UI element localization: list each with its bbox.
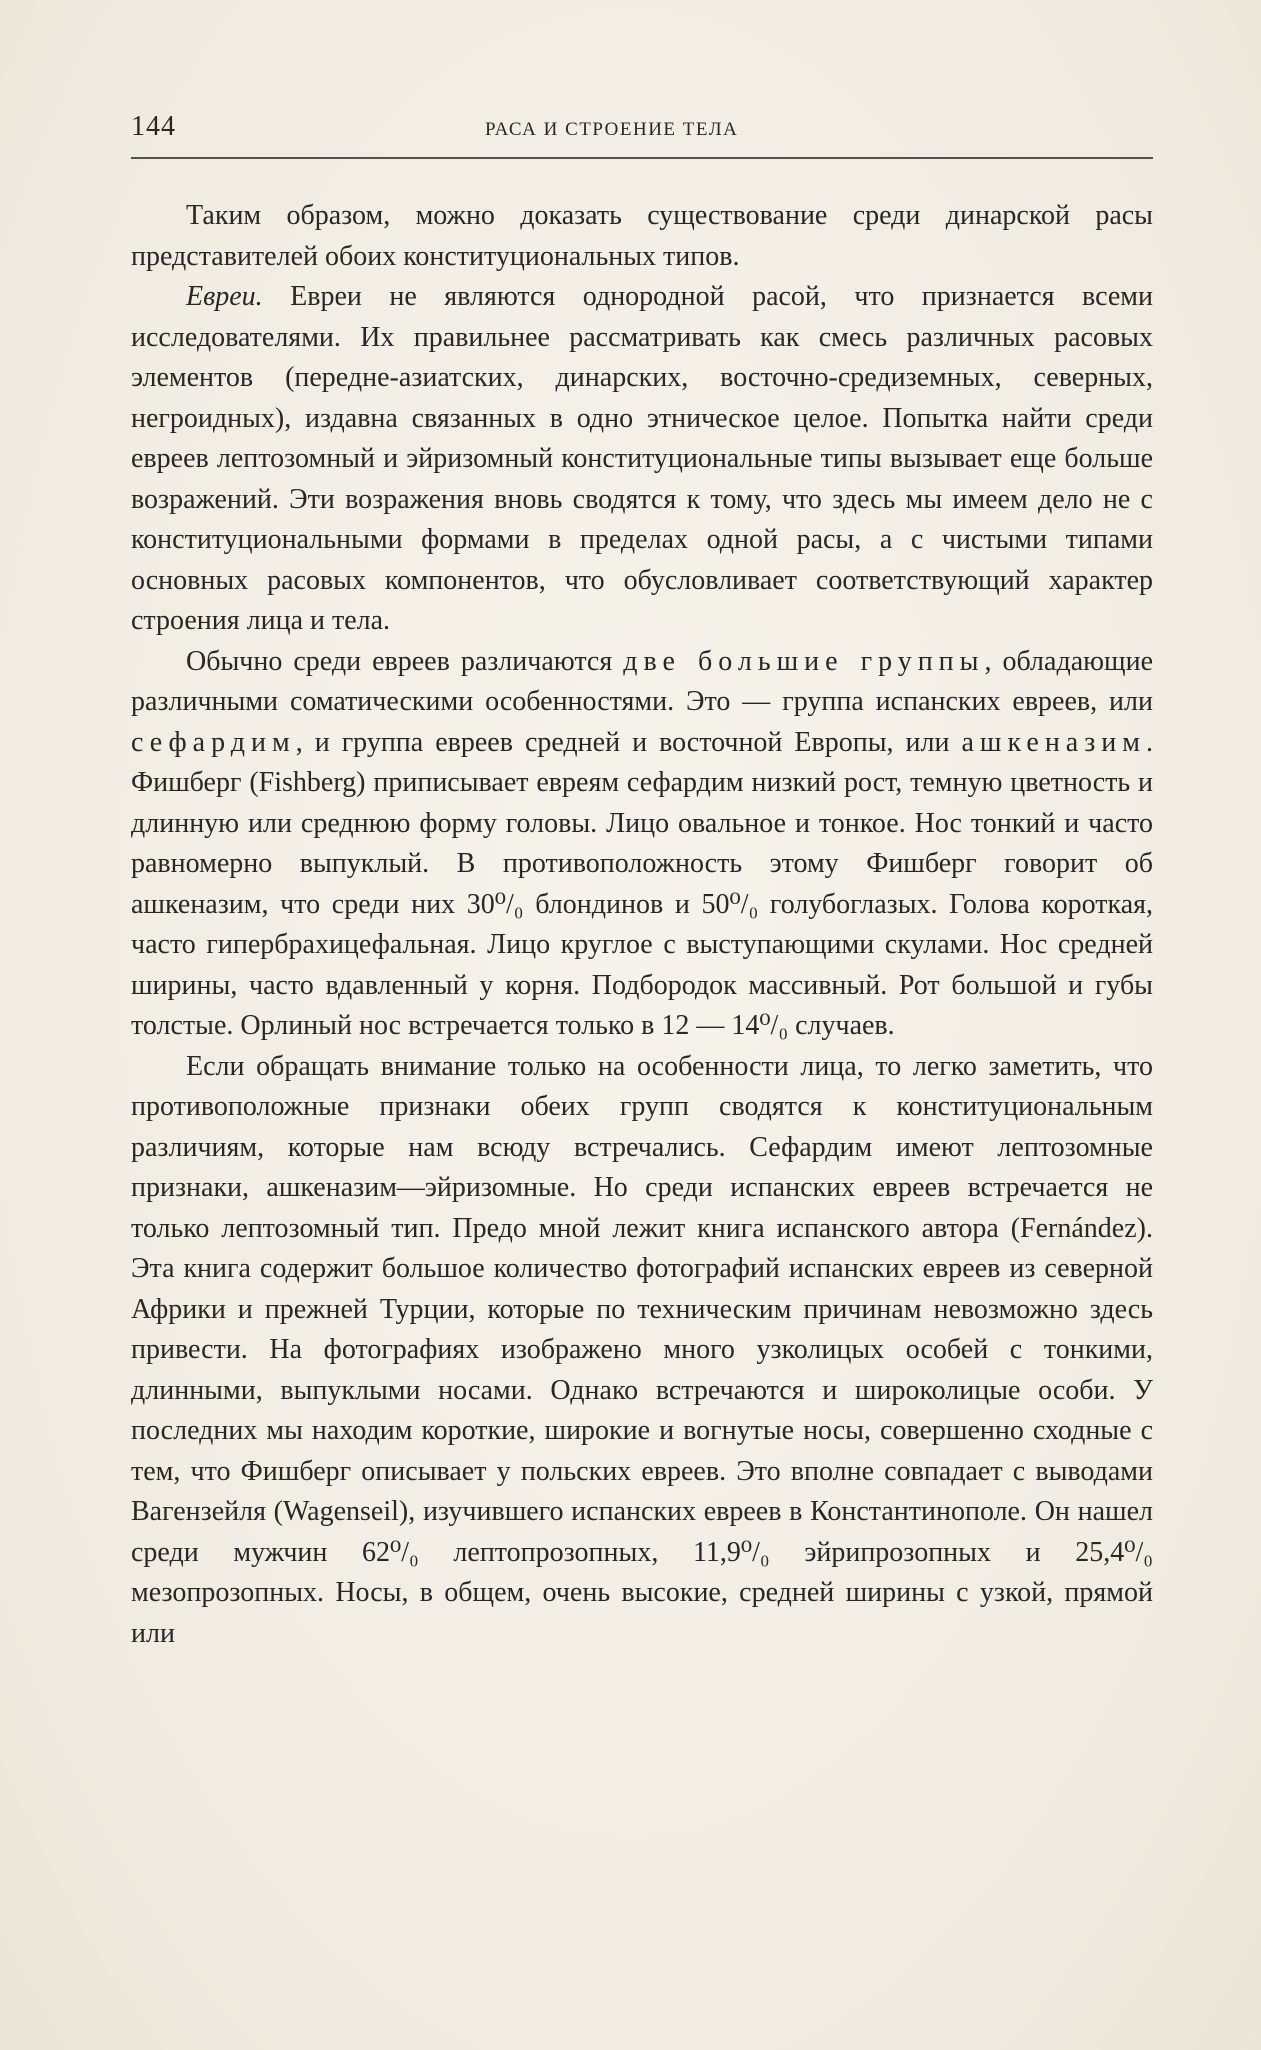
paragraph-1: Таким образом, можно доказать существование среди динарской расы представителей обоих конституциональных типов. bbox=[131, 200, 1153, 272]
paragraph-3 bbox=[131, 642, 1153, 1047]
paragraph-3-text-a: Обычно среди евреев различаются bbox=[186, 645, 624, 677]
paragraph-3-text-b: , обладающие различными соматическими особенностями. Это — группа испанских евреев, или bbox=[131, 645, 1154, 717]
page-number: 144 bbox=[131, 111, 176, 142]
paragraph-2 bbox=[131, 277, 1153, 642]
paragraph-2-text: Евреи не являются однородной расой, что признается всеми исследователями. Их правильнее рассматривать как смесь различных расовых элементов (передне-азиатских, динарских, восточно-средиземных, северных, негроидных), издавна связанных в одно этническое целое. Попытка найти среди евреев лептозомный и эйризомный конституциональные типы вызывает еще больше возражений. Эти возражения вновь сводятся к тому, что здесь мы имеем дело не с конституциональными формами в пределах одной расы, а с чистыми типами основных расовых компонентов, что обусловливает соответствующий характер строения лица и тела. bbox=[131, 281, 1153, 636]
body-text bbox=[131, 196, 1153, 1654]
section-title-jews: Евреи. bbox=[186, 281, 263, 312]
page-header bbox=[131, 111, 1153, 159]
paragraph-3-text-c: , и группа евреев средней и восточной Европы, или bbox=[295, 726, 962, 758]
spaced-term-sephardim: сефардим bbox=[131, 726, 296, 758]
spaced-term-ashkenazim: ашкеназим bbox=[961, 726, 1146, 758]
paragraph-3-text-d: . Фишберг (Fishberg) приписывает евреям сефардим низкий рост, темную цветность и длинную или среднюю форму головы. Лицо овальное и тонкое. Нос тонкий и часто равномерно выпуклый. В противоположность этому Фишберг говорит об ашкеназим, что среди них 30⁰/₀ блондинов и 50⁰/₀ голубоглазых. Голова короткая, часто гипербрахицефальная. Лицо круглое с выступающими скулами. Нос средней ширины, часто вдавленный у корня. Подбородок массивный. Рот большой и губы толстые. Орлиный нос встречается только в 12 — 14⁰/₀ случаев. bbox=[131, 726, 1153, 1041]
paragraph-4: Если обращать внимание только на особенности лица, то легко заметить, что противоположные признаки обеих групп сводятся к конституциональным различиям, которые нам всюду встречались. Сефардим имеют лептозомные признаки, ашкеназим—эйризомные. Но среди испанских евреев встречается не только лептозомный тип. Предо мной лежит книга испанского автора (Fernández). Эта книга содержит большое количество фотографий испанских евреев из северной Африки и прежней Турции, которые по техническим причинам невозможно здесь привести. На фотографиях изображено много узколицых особей с тонкими, длинными, выпуклыми носами. Однако встречаются и широколицые особи. У последних мы находим короткие, широкие и вогнутые носы, совершенно сходные с тем, что Фишберг описывает у польских евреев. Это вполне совпадает с выводами Вагензейля (Wagenseil), изучившего испанских евреев в Константинополе. Он нашел среди мужчин 62⁰/₀ лептопрозопных, 11,9⁰/₀ эйрипрозопных и 25,4⁰/₀ мезопрозопных. Носы, в общем, очень высокие, средней ширины с узкой, прямой или bbox=[131, 1050, 1153, 1649]
spaced-term-two-groups: две большие группы bbox=[623, 645, 985, 677]
running-title: РАСА И СТРОЕНИЕ ТЕЛА bbox=[485, 119, 739, 140]
